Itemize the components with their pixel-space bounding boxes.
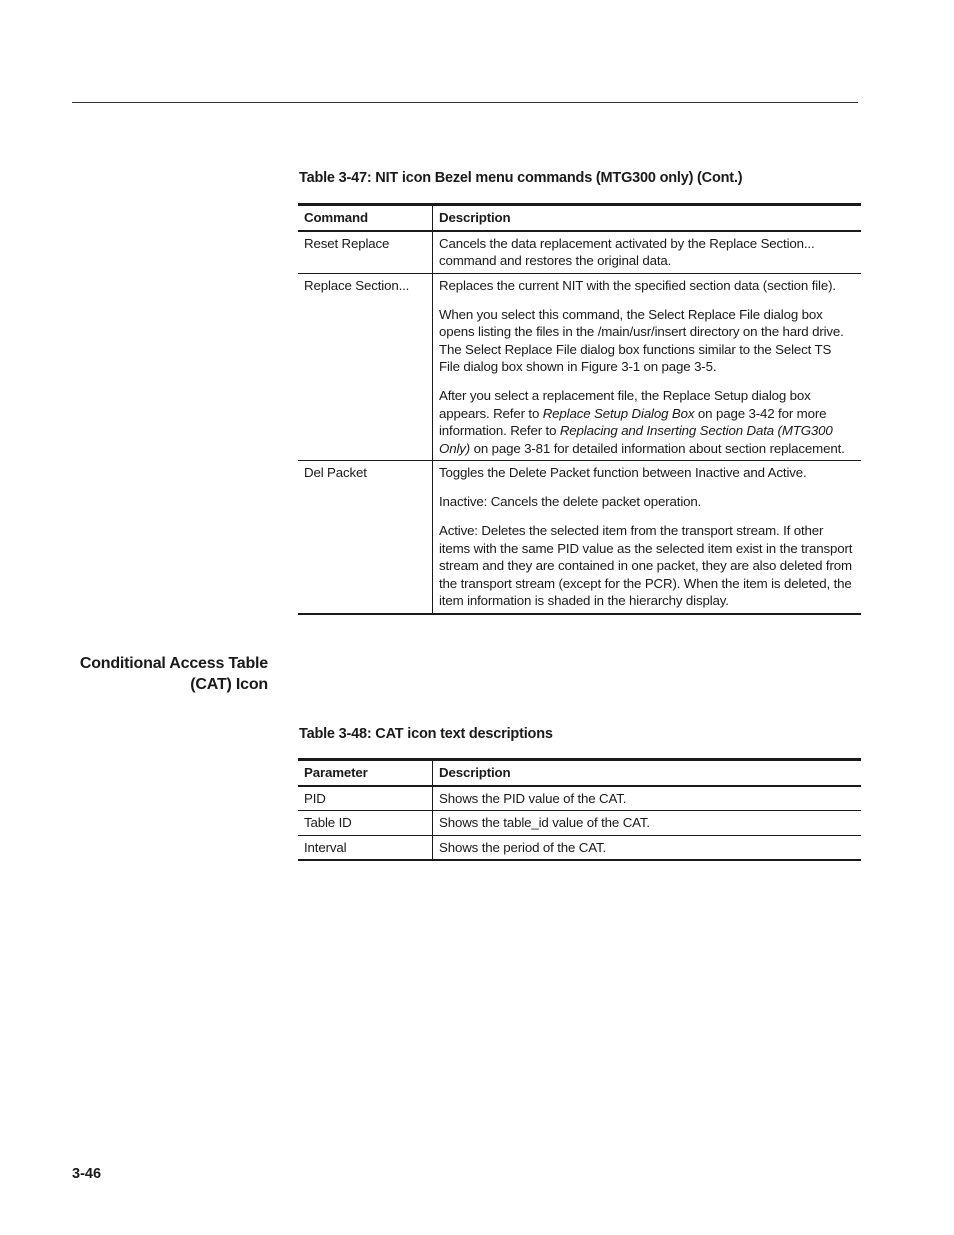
description-cell [433, 461, 862, 614]
description-cell [433, 231, 862, 274]
table-header-row [298, 760, 861, 786]
table-row [298, 231, 861, 274]
paragraph-text: After you select a replacement file, the Replace Setup dialog box appears. Refer to [439, 388, 811, 421]
section-heading [40, 653, 268, 695]
cross-reference-replacing-inserting: Replacing and Inserting Section Data (MTG300 Only) [439, 423, 833, 456]
command-cell: Reset Replace [298, 231, 433, 274]
table-header-row [298, 205, 861, 231]
table-48-caption: Table 3-48: CAT icon text descriptions [299, 726, 553, 742]
table-48 [298, 758, 861, 861]
header-rule [72, 102, 858, 103]
column-header-description: Description [433, 760, 862, 786]
table-47-caption: Table 3-47: NIT icon Bezel menu commands (MTG300 only) (Cont.) [299, 170, 743, 186]
cross-reference-replace-setup: Replace Setup Dialog Box [542, 405, 695, 421]
table-row [298, 835, 861, 860]
table-47 [298, 203, 861, 615]
description-cell [433, 273, 862, 461]
section-heading-line: Conditional Access Table [79, 655, 268, 672]
table-row [298, 786, 861, 811]
page-number: 3-46 [72, 1166, 102, 1182]
description-paragraph: When you select this command, the Select Replace File dialog box opens listing the files in the /main/usr/insert directory on the hard drive. The Select Replace File dialog box functions similar to the Select TS File dialog box shown in Figure 3-1 on page 3-5. [439, 306, 844, 374]
command-cell: Del Packet [298, 461, 433, 614]
description-paragraph: Toggles the Delete Packet function between Inactive and Active. [439, 465, 807, 480]
paragraph-text: on page 3-81 for detailed information about section replacement. [470, 440, 845, 456]
parameter-cell: PID [298, 786, 433, 811]
column-header-command: Command [298, 205, 433, 231]
table-row [298, 273, 861, 461]
paragraph-text: on page 3-42 for more information. Refer to [439, 405, 827, 438]
description-cell: Shows the period of the CAT. [433, 835, 862, 860]
column-header-description: Description [433, 205, 862, 231]
section-heading-line: (CAT) Icon [190, 676, 268, 693]
description-cell: Shows the PID value of the CAT. [433, 786, 862, 811]
description-cell: Shows the table_id value of the CAT. [433, 811, 862, 836]
description-paragraph: Inactive: Cancels the delete packet operation. [439, 494, 702, 509]
parameter-cell: Table ID [298, 811, 433, 836]
parameter-cell: Interval [298, 835, 433, 860]
command-cell: Replace Section... [298, 273, 433, 461]
description-paragraph: Active: Deletes the selected item from the transport stream. If other items with the same PID value as the selected item exist in the transport stream and they are contained in one packet, they are also deleted from the transport stream (except for the PCR). When the item is deleted, the item information is shaded in the hierarchy display. [439, 523, 853, 608]
description-paragraph: Replaces the current NIT with the specified section data (section file). [439, 277, 836, 293]
description-paragraph [439, 387, 855, 457]
description-paragraph: Cancels the data replacement activated by the Replace Section... command and restores the original data. [439, 235, 815, 268]
table-row [298, 461, 861, 614]
column-header-parameter: Parameter [298, 760, 433, 786]
table-row [298, 811, 861, 836]
